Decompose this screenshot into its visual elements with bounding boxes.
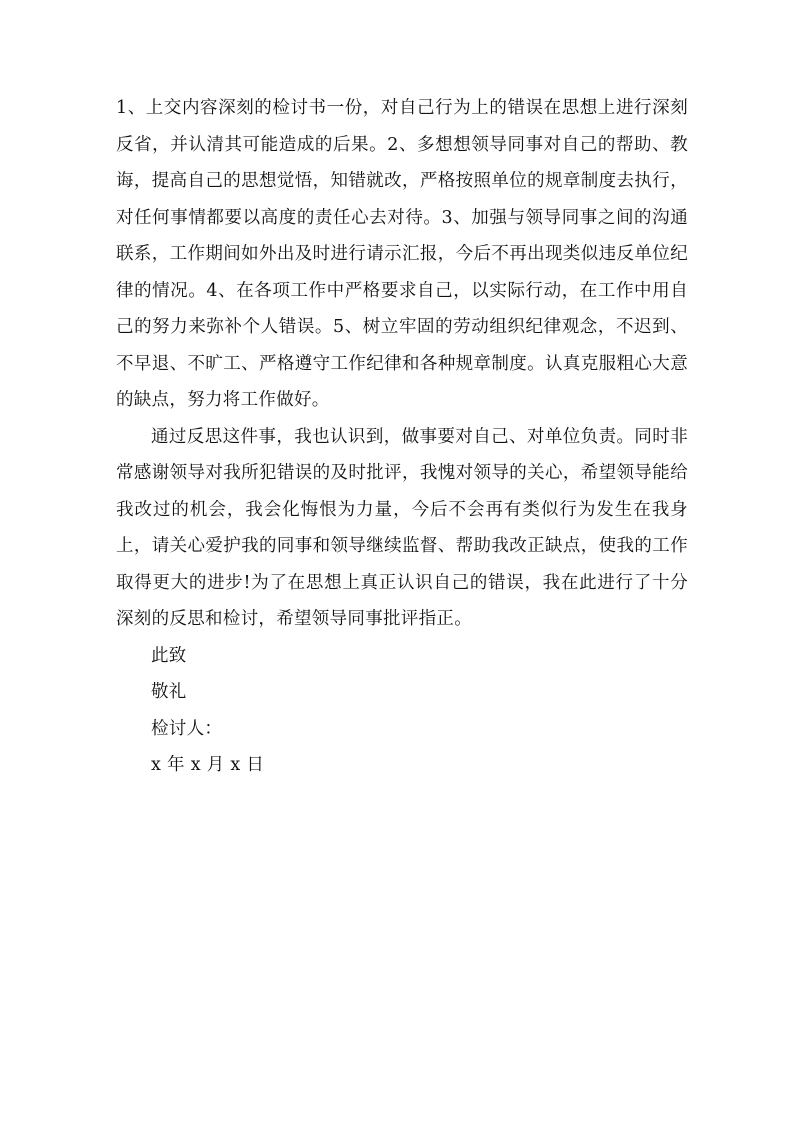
paragraph-corrective-measures: 1、上交内容深刻的检讨书一份，对自己行为上的错误在思想上进行深刻反省，并认清其可能造成的后果。2、多想想领导同事对自己的帮助、教诲，提高自己的思想觉悟，知错就改，严格按照单位的规章制度去执行，对任何事情都要以高度的责任心去对待。3、加强与领导同事之间的沟通联系，工作期间如外出及时进行请示汇报，今后不再出现类似违反单位纪律的情况。4、在各项工作中严格要求自己，以实际行动，在工作中用自己的努力来弥补个人错误。5、树立牢固的劳动组织纪律观念，不迟到、不早退、不旷工、严格遵守工作纪律和各种规章制度。认真克服粗心大意的缺点，努力将工作做好。 xyxy=(116,98,688,410)
paragraph-reflection: 通过反思这件事，我也认识到，做事要对自己、对单位负责。同时非常感谢领导对我所犯错误的及时批评，我愧对领导的关心，希望领导能给我改过的机会，我会化悔恨为力量，今后不会再有类似行为发生在我身上，请关心爱护我的同事和领导继续监督、帮助我改正缺点，使我的工作取得更大的进步!为了在思想上真正认识自己的错误，我在此进行了十分深刻的反思和检讨，希望领导同事批评指正。 xyxy=(116,426,688,629)
date-line: x 年 x 月 x 日 xyxy=(151,755,265,775)
document-body xyxy=(116,90,688,784)
signature-label: 检讨人： xyxy=(151,718,223,739)
closing-salute: 敬礼 xyxy=(151,682,187,702)
closing-greeting: 此致 xyxy=(151,645,187,666)
